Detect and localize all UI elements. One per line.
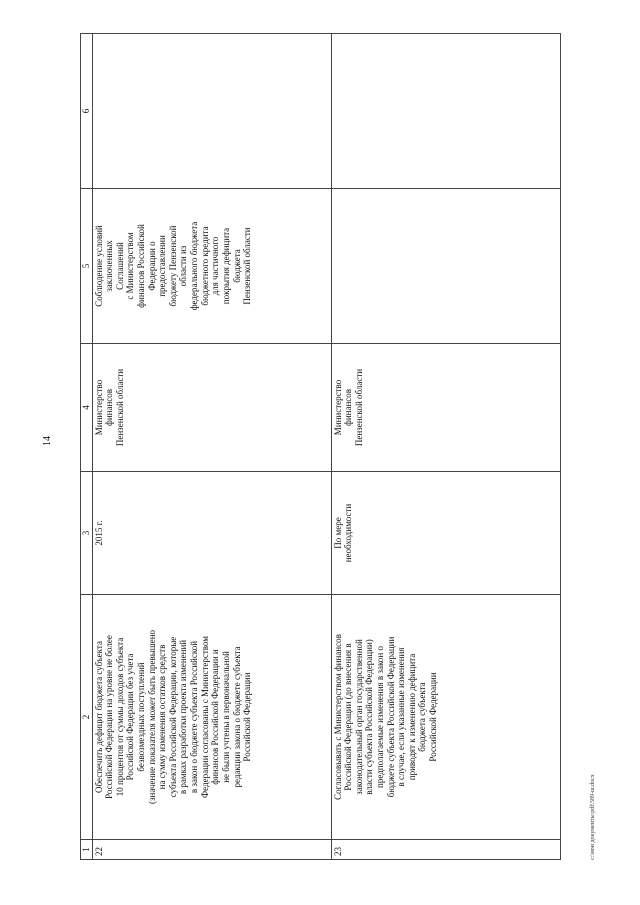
table-row <box>92 34 331 860</box>
header-cell-4: 4 <box>81 344 93 472</box>
result-cell <box>331 189 560 344</box>
measure-cell: Согласовывать с Министерством финансов Российской Федерации (до внесения в законодательный орган государственной власти субъекта Российской Федерации) предполагаемые изменения в закон о бюджете субъекта Российской Федерации в случае, если указанные изменения приводят к изменению дефицита бюджета субъекта Российской Федерации <box>331 595 560 840</box>
responsible-cell: Министерство финансов Пензенской области <box>331 344 560 472</box>
footer-file-path: c:\мои документы\pdf\589-ш.docx <box>590 774 596 860</box>
measures-table <box>80 33 561 860</box>
responsible-cell: Министерство финансов Пензенской области <box>92 344 331 472</box>
header-cell-5: 5 <box>81 189 93 344</box>
row-number: 23 <box>331 840 560 860</box>
deadline-cell: По мере необходимости <box>331 472 560 595</box>
table-row <box>331 34 560 860</box>
header-cell-1: 1 <box>81 840 93 860</box>
deadline-cell: 2015 г. <box>92 472 331 595</box>
note-cell <box>92 34 331 189</box>
header-cell-3: 3 <box>81 472 93 595</box>
header-cell-6: 6 <box>81 34 93 189</box>
note-cell <box>331 34 560 189</box>
result-cell: Соблюдение условий заключенных Соглашений с Министерством финансов Российской Федерации о предоставлении бюджету Пензенской области из федерального бюджета бюджетного кредита для частичного покрытия дефицита бюджета Пензенской области <box>92 189 331 344</box>
header-row <box>81 34 93 860</box>
measure-cell: Обеспечить дефицит бюджета субъекта Российской Федерации на уровне не более 10 процентов от суммы доходов субъекта Российской Федерации без учета безвозмездных поступлений (значение показателя может быть превышено на сумму изменения остатков средств субъекта Российской Федерации, которые в рамках разработки проекта изменений в закон о бюджете субъекта Российской Федерации согласованы с Министерством финансов Российской Федерации и не были учтены в первоначальной редакции закона о бюджете субъекта Российской Федерации <box>92 595 331 840</box>
row-number: 22 <box>92 840 331 860</box>
table-container <box>80 34 564 860</box>
header-cell-2: 2 <box>81 595 93 840</box>
page-number: 14 <box>42 436 53 446</box>
